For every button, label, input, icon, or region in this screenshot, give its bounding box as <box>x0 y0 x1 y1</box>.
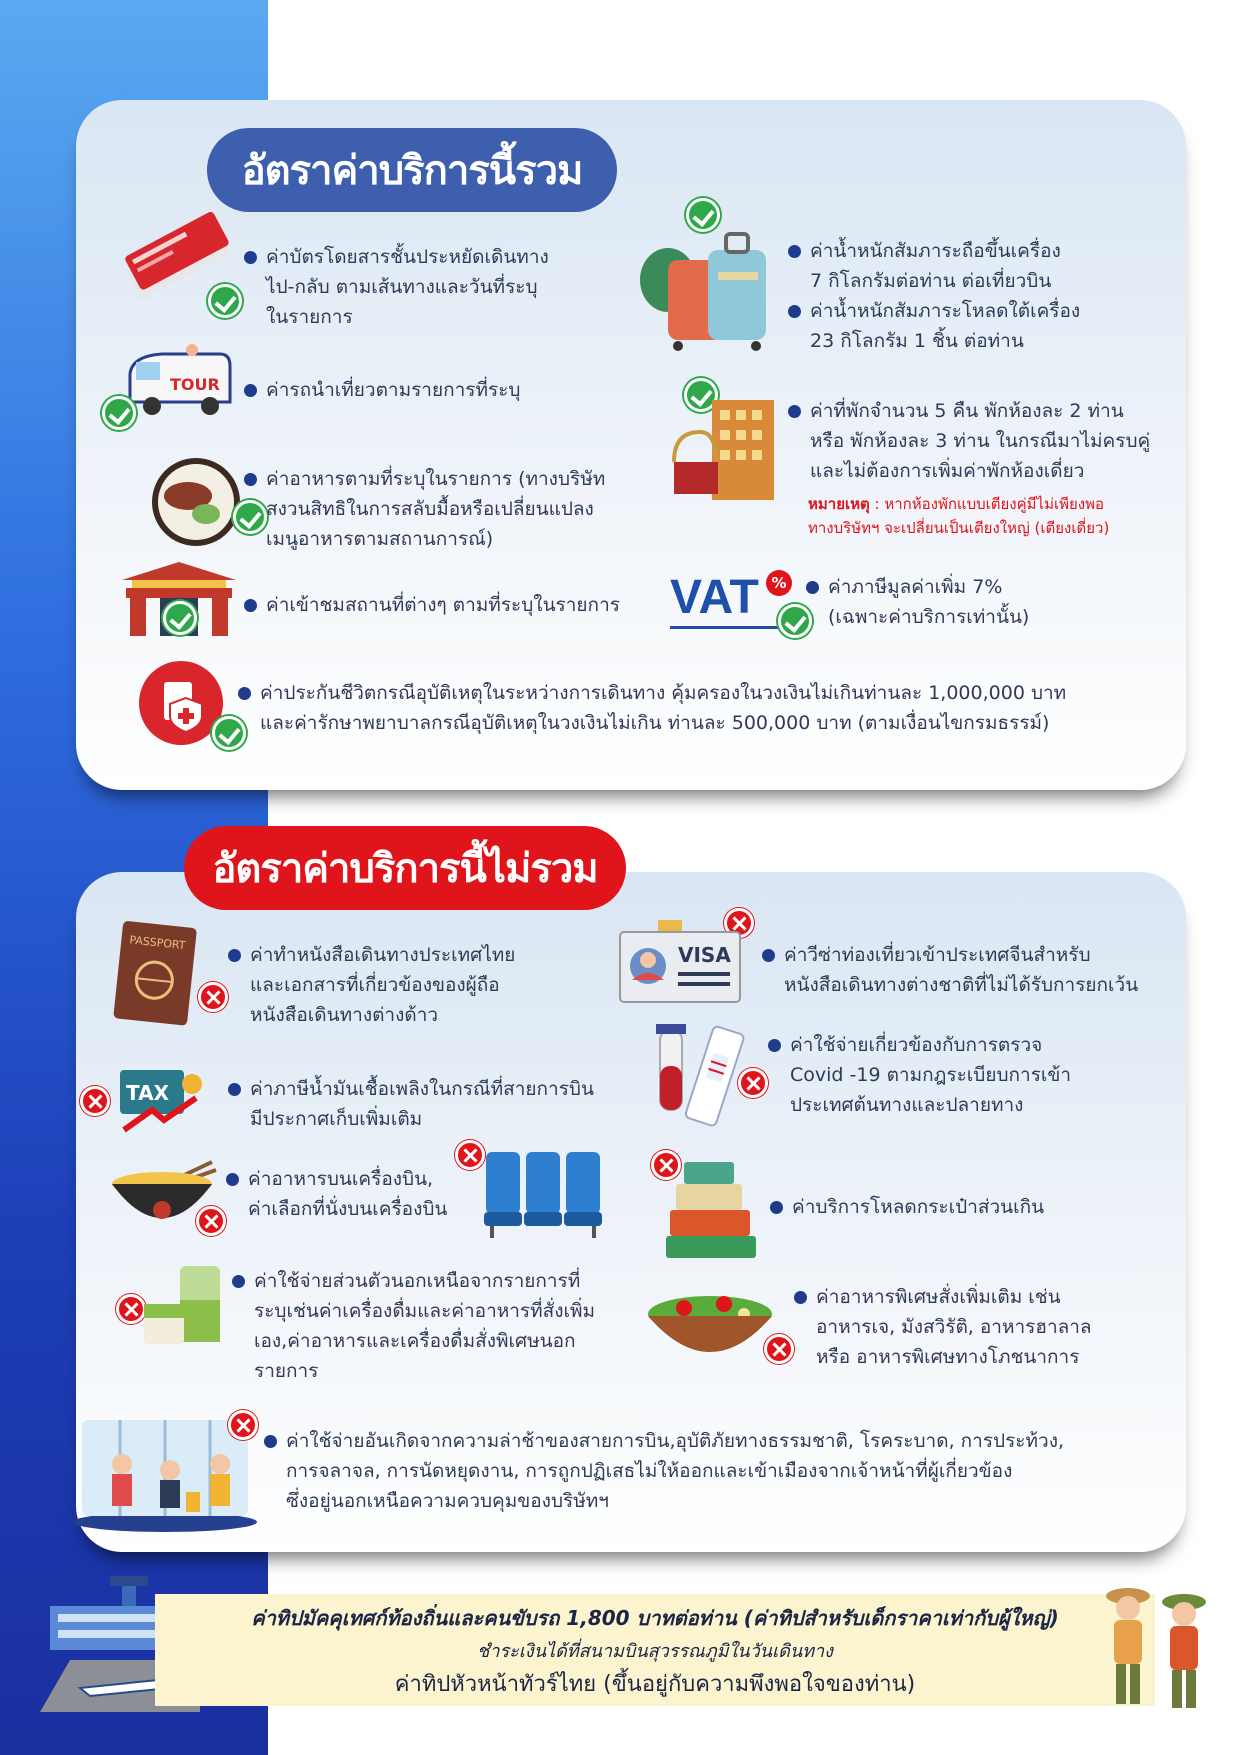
included-item-meals: ค่าอาหารตามที่ระบุในรายการ (ทางบริษัท สงวนสิทธิในการสลับมื้อหรือเปลี่ยนแปลง เมนูอาหารตามสถานการณ์) <box>244 464 605 554</box>
included-item-vat: ค่าภาษีมูลค่าเพิ่ม 7% (เฉพาะค่าบริการเท่านั้น) <box>806 572 1029 632</box>
fuel-tax-icon <box>116 1058 206 1138</box>
included-item-tour-vehicle: ค่ารถนำเที่ยวตามรายการที่ระบุ <box>244 375 520 405</box>
included-item-admission: ค่าเข้าชมสถานที่ต่างๆ ตามที่ระบุในรายการ <box>244 590 620 620</box>
excluded-item-excess-baggage: ค่าบริการโหลดกระเป๋าส่วนเกิน <box>770 1192 1044 1222</box>
cross-icon <box>738 1068 768 1098</box>
cross-icon <box>764 1334 794 1364</box>
included-item-ticket: ค่าบัตรโดยสารชั้นประหยัดเดินทาง ไป-กลับ ตามเส้นทางและวันที่ระบุ ในรายการ <box>244 242 549 332</box>
svg-text:PASSPORT: PASSPORT <box>128 933 187 953</box>
excluded-title: อัตราค่าบริการนี้ไม่รวม <box>184 826 626 910</box>
cross-icon <box>228 1410 258 1440</box>
matcha-drink-icon <box>140 1260 230 1352</box>
accommodation-note: หมายเหตุ : หากห้องพักแบบเตียงคู่มีไม่เพียงพอ ทางบริษัทฯ จะเปลี่ยนเป็นเตียงใหญ่ (เตียงเดี่ยว) <box>808 495 1110 537</box>
stacked-suitcases-icon <box>664 1160 760 1260</box>
included-item-insurance: ค่าประกันชีวิตกรณีอุบัติเหตุในระหว่างการเดินทาง คุ้มครองในวงเงินไม่เกินท่านละ 1,000,000 บาท และค่ารักษาพยาบาลกรณีอุบัติเหตุในวงเงินไม่เกิน ท่านละ 500,000 บาท (ตามเงื่อนไขกรมธรรม์) <box>238 678 1066 738</box>
included-title: อัตราค่าบริการนี้รวม <box>207 128 617 212</box>
visa-card-icon <box>618 918 742 1004</box>
excluded-item-visa: ค่าวีซ่าท่องเที่ยวเข้าประเทศจีนสำหรับ หนังสือเดินทางต่างชาติที่ไม่ได้รับการยกเว้น <box>762 940 1138 1000</box>
tip-guide-driver: ค่าทิปมัคคุเทศก์ท้องถิ่นและคนขับรถ 1,800 บาทต่อท่าน (ค่าทิปสำหรับเด็กราคาเท่ากับผู้ใหญ่) <box>251 1606 1059 1630</box>
luggage-icon <box>638 222 778 352</box>
svg-text:TAX: TAX <box>126 1081 169 1105</box>
check-icon <box>102 396 136 430</box>
svg-text:TOUR: TOUR <box>170 375 220 394</box>
included-item-accommodation: ค่าที่พักจำนวน 5 คืน พักห้องละ 2 ท่าน หรือ พักห้องละ 3 ท่าน ในกรณีมาไม่ครบคู่ และไม่ต้องการเพิ่มค่าพักห้องเดี่ยว <box>788 396 1150 486</box>
tip-tour-leader: ค่าทิปหัวหน้าทัวร์ไทย (ขึ้นอยู่กับความพึงพอใจของท่าน) <box>394 1672 916 1697</box>
vat-icon: VAT % <box>670 570 790 630</box>
included-item-carry-on: ค่าน้ำหนักสัมภาระถือขึ้นเครื่อง 7 กิโลกรัมต่อท่าน ต่อเที่ยวบิน <box>788 236 1061 296</box>
excluded-item-inflight-meal: ค่าอาหารบนเครื่องบิน, ค่าเลือกที่นั่งบนเครื่องบิน <box>226 1164 447 1224</box>
excluded-item-special-meals: ค่าอาหารพิเศษสั่งเพิ่มเติม เช่น อาหารเจ, มังสวิรัติ, อาหารฮาลาล หรือ อาหารพิเศษทางโภชนาการ <box>794 1282 1092 1372</box>
cross-icon <box>80 1086 110 1116</box>
covid-test-icon <box>652 1022 748 1128</box>
passport-icon <box>108 920 198 1028</box>
excluded-item-passport: ค่าทำหนังสือเดินทางประเทศไทย และเอกสารที่เกี่ยวข้องของผู้ถือ หนังสือเดินทางต่างด้าว <box>228 940 515 1030</box>
airplane-seats-icon <box>482 1146 606 1242</box>
tips-box <box>155 1594 1155 1706</box>
cross-icon <box>198 982 228 1012</box>
salad-bowl-icon <box>644 1292 778 1368</box>
cross-icon <box>196 1206 226 1236</box>
svg-text:VISA: VISA <box>678 943 731 967</box>
check-icon <box>163 601 197 635</box>
excluded-item-covid: ค่าใช้จ่ายเกี่ยวข้องกับการตรวจ Covid -19 ตามกฎระเบียบการเข้า ประเทศต้นทางและปลายทาง <box>768 1030 1071 1120</box>
food-plate-icon <box>150 456 242 548</box>
included-item-checked-bag: ค่าน้ำหนักสัมภาระโหลดใต้เครื่อง 23 กิโลกรัม 1 ชิ้น ต่อท่าน <box>788 296 1080 356</box>
excluded-item-fuel-tax: ค่าภาษีน้ำมันเชื้อเพลิงในกรณีที่สายการบิน มีประกาศเก็บเพิ่มเติม <box>228 1074 594 1134</box>
cross-icon <box>455 1140 485 1170</box>
tip-payment-location: ชำระเงินได้ที่สนามบินสุวรรณภูมิในวันเดินทาง <box>477 1641 833 1662</box>
excluded-item-personal-expenses: ค่าใช้จ่ายส่วนตัวนอกเหนือจากรายการที่ ระบุเช่นค่าเครื่องดื่มและค่าอาหารที่สั่งเพิ่ม เอง,ค่าอาหารและเครื่องดื่มสั่งพิเศษนอก รายการ <box>232 1266 595 1386</box>
check-icon <box>208 284 242 318</box>
tour-guides-icon <box>1092 1582 1218 1718</box>
hotel-icon <box>670 392 780 507</box>
excluded-item-force-majeure: ค่าใช้จ่ายอันเกิดจากความล่าช้าของสายการบิน,อุบัติภัยทางธรรมชาติ, โรคระบาด, การประท้วง, การจลาจล, การนัดหยุดงาน, การถูกปฏิเสธไม่ให้ออกและเข้าเมืองจากเจ้าหน้าที่ผู้เกี่ยวข้อง ซึ่งอยู่นอกเหนือความควบคุมของบริษัทฯ <box>264 1426 1064 1516</box>
tour-van-icon <box>122 344 237 420</box>
